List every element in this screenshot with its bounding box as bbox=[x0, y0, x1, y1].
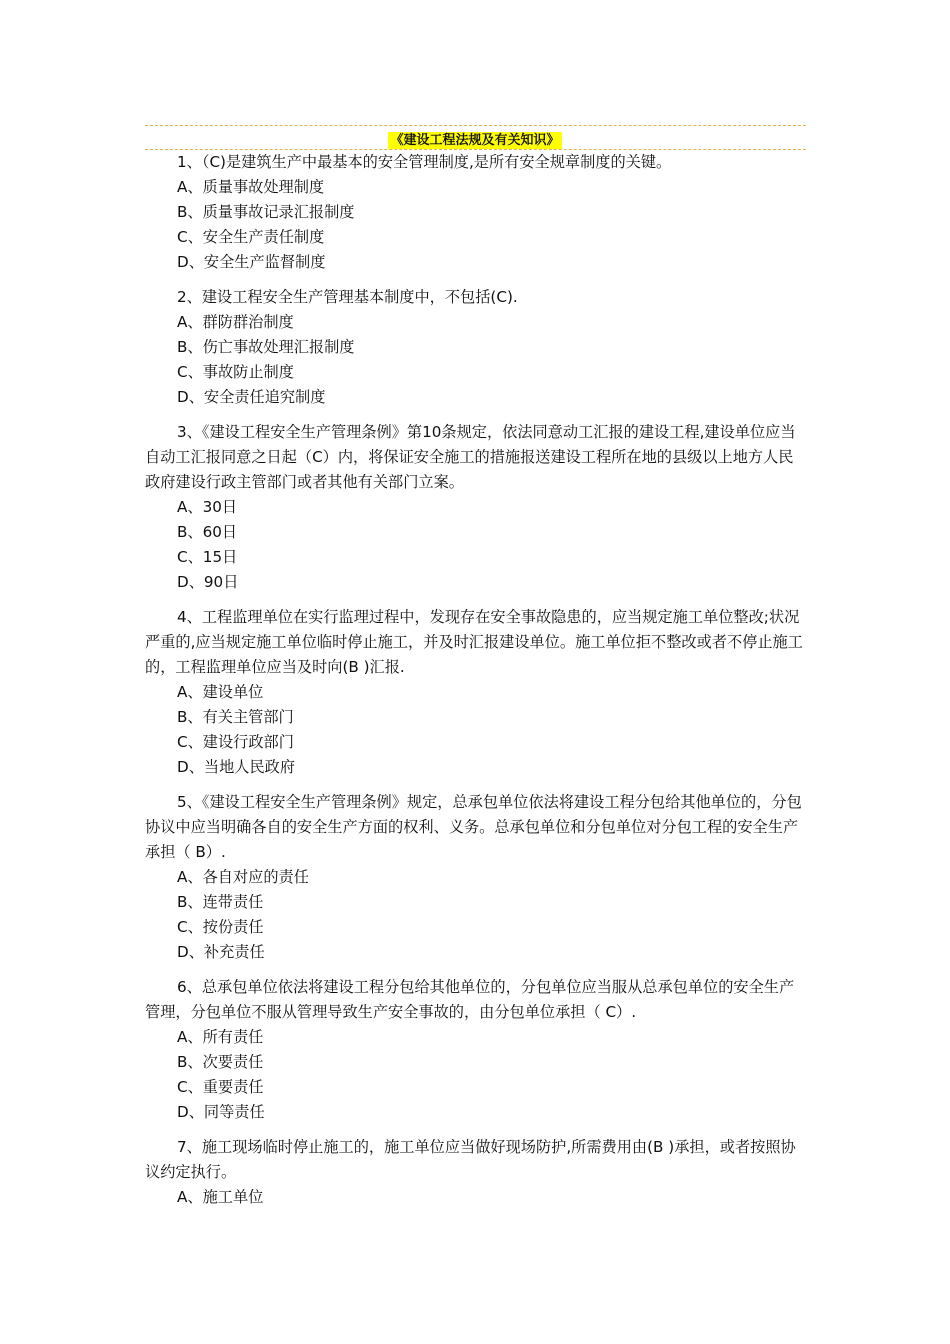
question-stem: 6、总承包单位依法将建设工程分包给其他单位的，分包单位应当服从总承包单位的安全生产管理，分包单位不服从管理导致生产安全事故的，由分包单位承担（ C）. bbox=[145, 978, 795, 1021]
answer-option: D、同等责任 bbox=[177, 1103, 265, 1121]
answer-option: A、群防群治制度 bbox=[177, 313, 294, 331]
question-stem: 7、施工现场临时停止施工的，施工单位应当做好现场防护,所需费用由(B )承担，或者按照协议约定执行。 bbox=[145, 1138, 796, 1181]
answer-option: D、补充责任 bbox=[177, 943, 265, 961]
answer-option: D、安全生产监督制度 bbox=[177, 253, 326, 271]
question-stem: 4、工程监理单位在实行监理过程中，发现存在安全事故隐患的，应当规定施工单位整改;状况严重的,应当规定施工单位临时停止施工，并及时汇报建设单位。施工单位拒不整改或者不停止施工的，工程监理单位应当及时向(B )汇报. bbox=[145, 608, 803, 676]
question-block bbox=[145, 975, 807, 1125]
question-block bbox=[145, 605, 807, 780]
answer-option: B、有关主管部门 bbox=[177, 708, 294, 726]
answer-option: D、当地人民政府 bbox=[177, 758, 296, 776]
answer-option: D、安全责任追究制度 bbox=[177, 388, 326, 406]
question-block bbox=[145, 1135, 807, 1210]
question-stem: 5、《建设工程安全生产管理条例》规定，总承包单位依法将建设工程分包给其他单位的，分包协议中应当明确各自的安全生产方面的权利、义务。总承包单位和分包单位对分包工程的安全生产承担（ B）. bbox=[145, 793, 802, 861]
title-row bbox=[0, 129, 950, 149]
question-block bbox=[145, 790, 807, 965]
answer-option: D、90日 bbox=[177, 573, 239, 591]
answer-option: B、伤亡事故处理汇报制度 bbox=[177, 338, 355, 356]
answer-option: B、质量事故记录汇报制度 bbox=[177, 203, 355, 221]
answer-option: A、所有责任 bbox=[177, 1028, 264, 1046]
question-stem: 1、（C)是建筑生产中最基本的安全管理制度,是所有安全规章制度的关键。 bbox=[177, 153, 672, 171]
answer-option: A、建设单位 bbox=[177, 683, 264, 701]
answer-option: C、按份责任 bbox=[177, 918, 264, 936]
answer-option: C、重要责任 bbox=[177, 1078, 264, 1096]
question-stem: 2、建设工程安全生产管理基本制度中，不包括(C). bbox=[177, 288, 518, 306]
question-block bbox=[145, 285, 807, 410]
top-dashed-rule bbox=[145, 125, 806, 126]
answer-option: A、施工单位 bbox=[177, 1188, 264, 1206]
document-title: 《建设工程法规及有关知识》 bbox=[390, 133, 560, 148]
answer-option: A、30日 bbox=[177, 498, 238, 516]
answer-option: C、建设行政部门 bbox=[177, 733, 294, 751]
answer-option: B、60日 bbox=[177, 523, 238, 541]
question-stem: 3、《建设工程安全生产管理条例》第10条规定，依法同意动工汇报的建设工程,建设单位应当自动工汇报同意之日起（C）内，将保证安全施工的措施报送建设工程所在地的县级以上地方人民政府建设行政主管部门或者其他有关部门立案。 bbox=[145, 423, 796, 491]
question-block bbox=[145, 420, 807, 595]
answer-option: A、质量事故处理制度 bbox=[177, 178, 325, 196]
answer-option: B、次要责任 bbox=[177, 1053, 264, 1071]
answer-option: C、15日 bbox=[177, 548, 238, 566]
question-list bbox=[145, 150, 807, 1220]
answer-option: C、事故防止制度 bbox=[177, 363, 294, 381]
question-block bbox=[145, 150, 807, 275]
answer-option: B、连带责任 bbox=[177, 893, 264, 911]
answer-option: A、各自对应的责任 bbox=[177, 868, 309, 886]
answer-option: C、安全生产责任制度 bbox=[177, 228, 325, 246]
